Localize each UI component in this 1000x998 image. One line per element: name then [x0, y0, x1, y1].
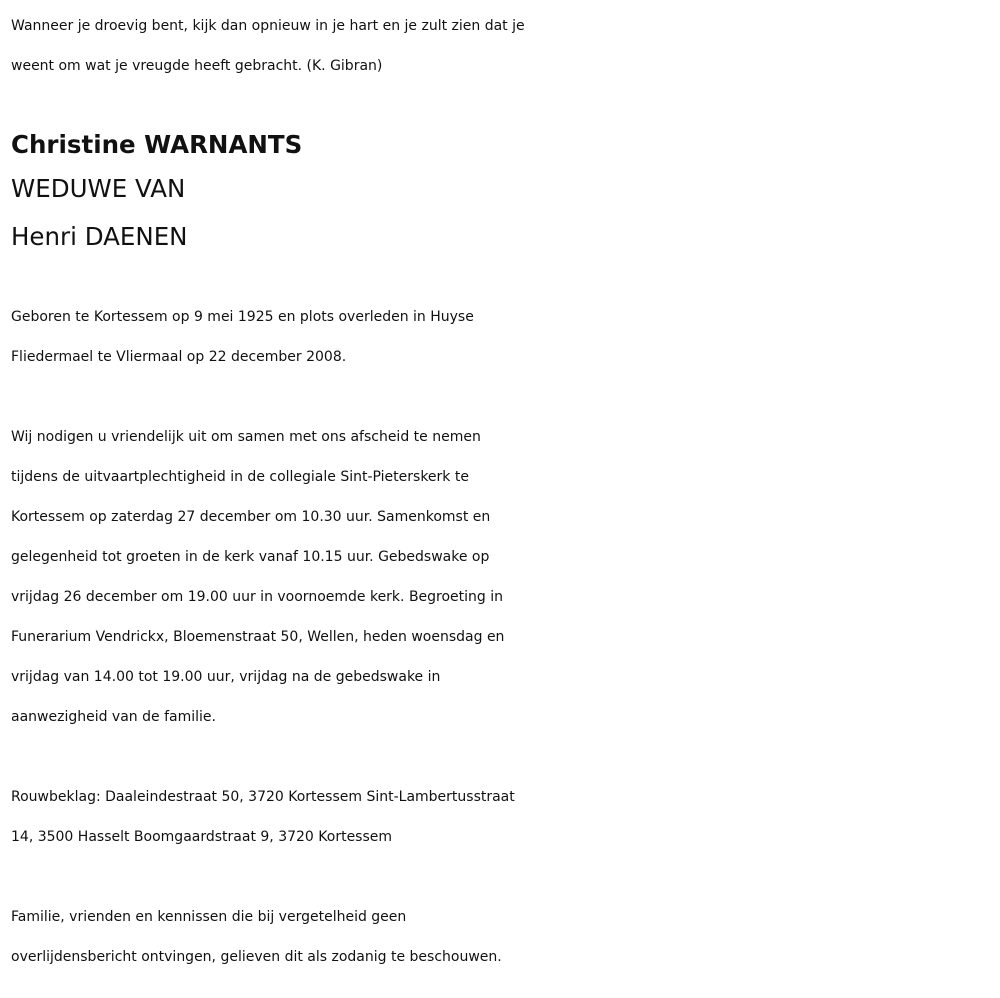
invitation-line: gelegenheid tot groeten in de kerk vanaf 10.15 uur. Gebedswake op — [11, 549, 490, 565]
notice-line: overlijdensbericht ontvingen, gelieven dit als zodanig te beschouwen. — [11, 949, 502, 965]
notice-line: Familie, vrienden en kennissen die bij vergetelheid geen — [11, 909, 407, 925]
invitation-line: Wij nodigen u vriendelijk uit om samen met ons afscheid te nemen — [11, 429, 481, 445]
spouse-name: Henri DAENEN — [11, 222, 188, 251]
notice-paragraph — [11, 897, 996, 977]
condolences-line: 14, 3500 Hasselt Boomgaardstraat 9, 3720 Kortessem — [11, 829, 393, 845]
invitation-line: Kortessem op zaterdag 27 december om 10.30 uur. Samenkomst en — [11, 509, 491, 525]
birth-death-line: Geboren te Kortessem op 9 mei 1925 en plots overleden in Huyse — [11, 309, 474, 325]
relation-label: WEDUWE VAN — [11, 174, 186, 203]
birth-death-paragraph — [11, 297, 996, 377]
birth-death-line: Fliedermael te Vliermaal op 22 december 2008. — [11, 349, 347, 365]
condolences-paragraph — [11, 777, 996, 857]
deceased-name: Christine WARNANTS — [11, 130, 303, 159]
obituary-document — [11, 6, 996, 977]
quote-line: weent om wat je vreugde heeft gebracht. (K. Gibran) — [11, 58, 383, 74]
quote-paragraph — [11, 6, 996, 86]
quote-line: Wanneer je droevig bent, kijk dan opnieuw in je hart en je zult zien dat je — [11, 18, 525, 34]
invitation-line: vrijdag 26 december om 19.00 uur in voornoemde kerk. Begroeting in — [11, 589, 504, 605]
invitation-paragraph — [11, 417, 996, 737]
condolences-line: Rouwbeklag: Daaleindestraat 50, 3720 Kortessem Sint-Lambertusstraat — [11, 789, 515, 805]
invitation-line: aanwezigheid van de familie. — [11, 709, 216, 725]
invitation-line: tijdens de uitvaartplechtigheid in de collegiale Sint-Pieterskerk te — [11, 469, 469, 485]
invitation-line: vrijdag van 14.00 tot 19.00 uur, vrijdag na de gebedswake in — [11, 669, 441, 685]
invitation-line: Funerarium Vendrickx, Bloemenstraat 50, Wellen, heden woensdag en — [11, 629, 505, 645]
